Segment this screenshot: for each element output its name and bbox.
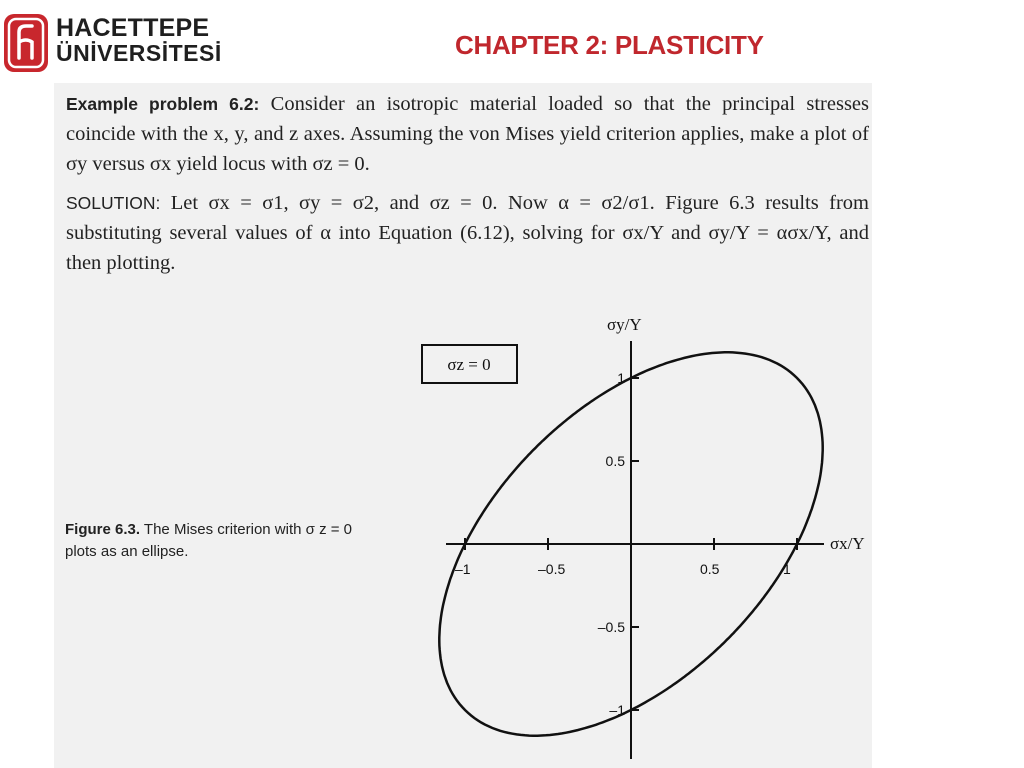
solution-text: Let σx = σ1, σy = σ2, and σz = 0. Now α = σ2/σ1. Figure 6.3 results from substituting several values of α into Equation (6.12), solving for σx/Y and σy/Y = ασx/Y, and then plotting. xyxy=(66,192,869,274)
page-title: CHAPTER 2: PLASTICITY xyxy=(455,30,764,60)
textbook-excerpt xyxy=(54,83,872,768)
problem-text: Consider an isotropic material loaded so that the principal stresses coincide with the x, y, and z axes. Assuming the von Mises yield criterion applies, make a plot of σy versus σx yield locus with σz = 0. xyxy=(66,93,869,175)
logo-line-2: ÜNİVERSİTESİ xyxy=(56,40,222,66)
sigma-z-box-label: σz = 0 xyxy=(447,355,491,374)
x-tick-label: –0.5 xyxy=(538,561,566,577)
figure-caption-text: The Mises criterion with σ z = 0 plots as an ellipse. xyxy=(65,521,353,560)
hacettepe-emblem-icon xyxy=(2,12,50,74)
y-axis-label: σy/Y xyxy=(607,315,642,334)
logo-wordmark xyxy=(56,16,222,66)
problem-label: Example problem 6.2: xyxy=(66,94,260,114)
figure-caption-label: Figure 6.3. xyxy=(65,521,141,538)
y-tick-label: 1 xyxy=(617,370,625,386)
x-tick-label: 0.5 xyxy=(700,561,720,577)
yield-locus-plot xyxy=(54,83,872,768)
y-tick-label: –0.5 xyxy=(597,619,625,635)
y-tick-label: 0.5 xyxy=(605,453,625,469)
x-tick-label: 1 xyxy=(783,561,791,577)
x-tick-label: –1 xyxy=(455,561,471,577)
plot-axes xyxy=(446,341,824,759)
solution-label: SOLUTION: xyxy=(66,193,161,213)
x-axis-label: σx/Y xyxy=(830,534,865,553)
university-logo xyxy=(2,10,222,76)
logo-line-1: HACETTEPE xyxy=(56,14,210,42)
y-tick-label: –1 xyxy=(609,702,625,718)
